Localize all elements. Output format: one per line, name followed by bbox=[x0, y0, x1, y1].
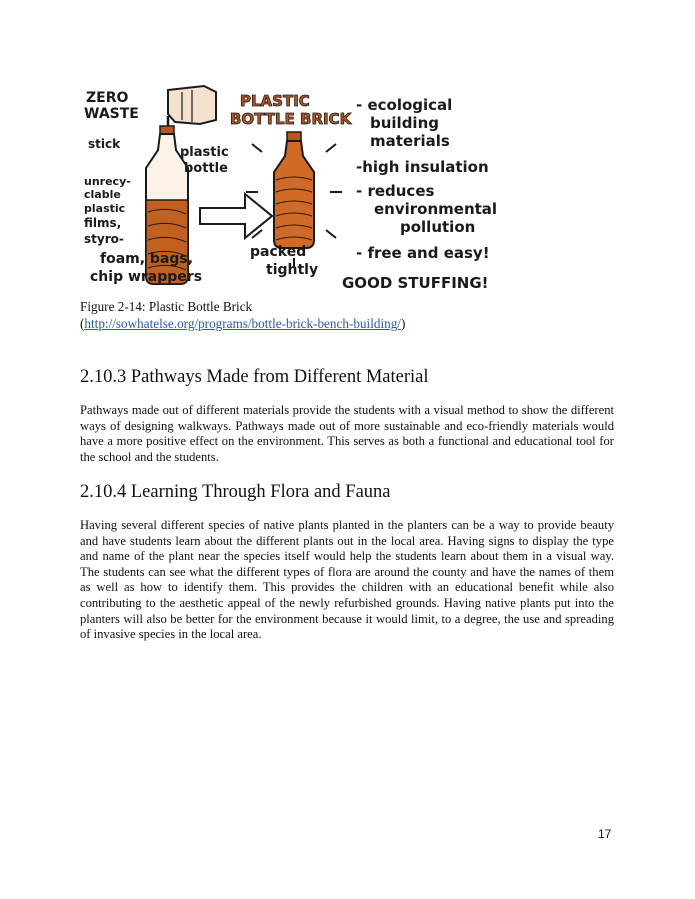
bullet-reduces: - reduces bbox=[356, 182, 435, 200]
label-waste: WASTE bbox=[84, 106, 139, 122]
figure-title-line-2: BOTTLE BRICK bbox=[230, 110, 352, 128]
label-tightly: tightly bbox=[266, 262, 319, 278]
open-paren: ( bbox=[80, 316, 85, 331]
bullet-ecological: - ecological bbox=[356, 96, 453, 114]
bullet-pollution: pollution bbox=[400, 218, 476, 236]
close-paren: ) bbox=[400, 316, 406, 331]
plastic-bottle-brick-illustration bbox=[80, 80, 518, 298]
label-chip-wrappers: chip wrappers bbox=[90, 269, 203, 285]
section-body-flora-fauna: Having several different species of native plants planted in the planters can be a way to provide beauty and have students learn about the different plants out in the local area. Having signs to display the type and name of the plant near the species itself would help the students learn about them in a visual way. The students can see what the different types of flora are around the county and have the names of them as well as how to identify them. This provides the children with an educational benefit while also contributing to the aesthetic appeal of the newly refurbished grounds. Having native plants put into the planters will also be better for the environment because it would limit, to a degree, the use and spreading of invasive species in the local area. bbox=[80, 518, 614, 642]
figure-source-line bbox=[80, 315, 405, 333]
label-foam-bags: foam, bags, bbox=[100, 251, 194, 267]
bullet-materials: materials bbox=[370, 132, 450, 150]
label-clable: clable bbox=[84, 188, 121, 201]
label-stick: stick bbox=[88, 137, 121, 151]
section-body-pathways: Pathways made out of different materials provide the students with a visual method to show the different ways of designing walkways. Pathways made out of more sustainable and eco-friendly materials would have a more positive effect on the environment. This serves as both a functional and educational tool for the school and the students. bbox=[80, 403, 614, 464]
figure-title-line-1: PLASTIC bbox=[240, 92, 310, 110]
bullet-environmental: environmental bbox=[374, 200, 498, 218]
label-good-stuffing: GOOD STUFFING! bbox=[342, 274, 489, 292]
bullet-high-insulation: -high insulation bbox=[356, 158, 489, 176]
label-unrecy: unrecy- bbox=[84, 175, 131, 188]
bullet-building: building bbox=[370, 114, 439, 132]
label-packed: packed bbox=[250, 244, 307, 260]
label-plastic-2: plastic bbox=[84, 202, 126, 215]
figure-caption: Figure 2-14: Plastic Bottle Brick bbox=[80, 299, 253, 314]
label-zero: ZERO bbox=[86, 90, 129, 106]
page-number: 17 bbox=[598, 827, 612, 841]
label-films: films, bbox=[84, 216, 122, 230]
label-plastic: plastic bbox=[180, 145, 229, 160]
label-styro: styro- bbox=[84, 232, 124, 246]
source-link[interactable]: http://sowhatelse.org/programs/bottle-brick-bench-building/ bbox=[84, 316, 401, 331]
label-bottle: bottle bbox=[184, 161, 228, 176]
section-heading-pathways: 2.10.3 Pathways Made from Different Material bbox=[80, 367, 429, 387]
bullet-free-and-easy: - free and easy! bbox=[356, 244, 490, 262]
section-heading-flora-fauna: 2.10.4 Learning Through Flora and Fauna bbox=[80, 482, 391, 502]
